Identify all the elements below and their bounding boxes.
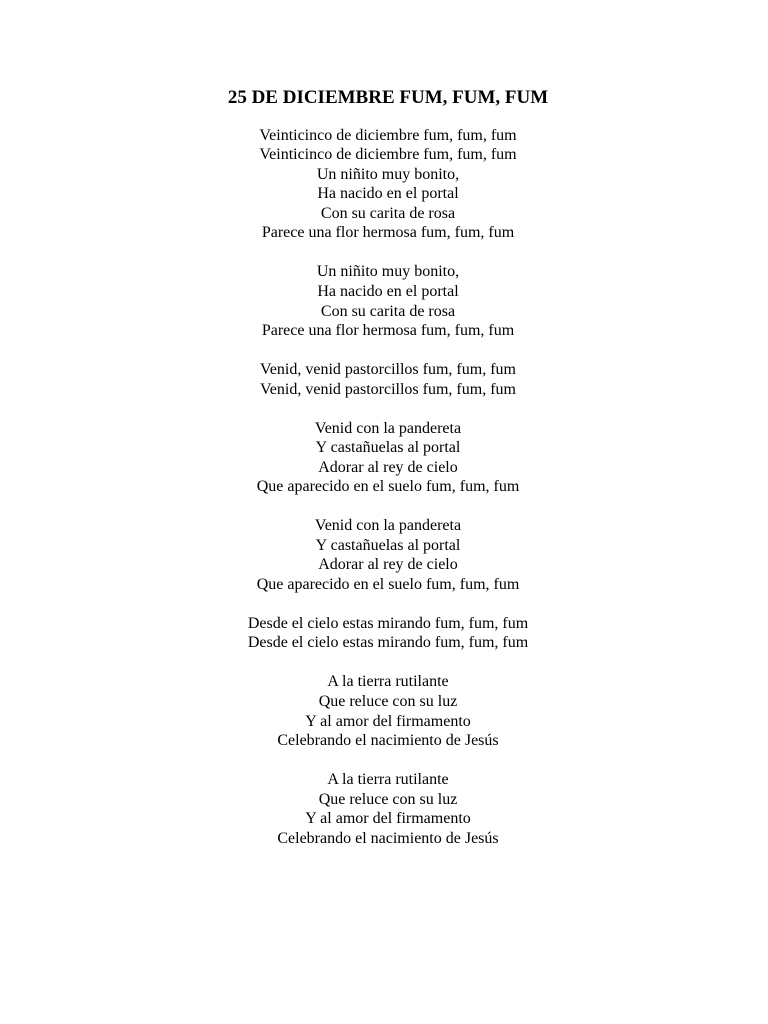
lyric-line: Venid, venid pastorcillos fum, fum, fum (260, 361, 516, 379)
stanza (0, 126, 768, 244)
lyric-line: Que reluce con su luz (318, 692, 458, 710)
lyric-line: Adorar al rey de cielo (318, 458, 458, 476)
stanza (0, 516, 768, 594)
lyric-line: Con su carita de rosa (320, 302, 456, 320)
lyric-line: Celebrando el nacimiento de Jesús (277, 732, 499, 750)
stanza (0, 262, 768, 340)
lyric-line: Un niñito muy bonito, (316, 263, 460, 281)
lyric-line: Parece una flor hermosa fum, fum, fum (261, 224, 515, 242)
lyric-line: Veinticinco de diciembre fum, fum, fum (259, 146, 517, 164)
stanza (0, 614, 768, 653)
stanza (0, 360, 768, 399)
lyric-line: Un niñito muy bonito, (316, 165, 460, 183)
lyric-line: Venid, venid pastorcillos fum, fum, fum (260, 380, 516, 398)
lyric-line: Desde el cielo estas mirando fum, fum, fum (247, 614, 529, 632)
lyric-line: A la tierra rutilante (327, 673, 449, 691)
lyric-line: Y castañuelas al portal (315, 439, 461, 457)
lyric-line: Que aparecido en el suelo fum, fum, fum (256, 478, 520, 496)
lyric-line: Y castañuelas al portal (315, 536, 461, 554)
lyric-line: Adorar al rey de cielo (318, 556, 458, 574)
stanza (0, 419, 768, 497)
lyric-line: Desde el cielo estas mirando fum, fum, fum (247, 634, 529, 652)
lyric-line: Venid con la pandereta (314, 517, 462, 535)
lyric-line: Ha nacido en el portal (317, 282, 459, 300)
lyric-line: Que reluce con su luz (318, 790, 458, 808)
lyric-line: Y al amor del firmamento (305, 712, 471, 730)
song-title: 25 DE DICIEMBRE FUM, FUM, FUM (227, 87, 549, 108)
lyrics (0, 126, 768, 868)
lyric-line: Veinticinco de diciembre fum, fum, fum (259, 126, 517, 144)
stanza (0, 770, 768, 848)
lyric-line: Con su carita de rosa (320, 204, 456, 222)
lyric-line: A la tierra rutilante (327, 771, 449, 789)
lyric-line: Venid con la pandereta (314, 419, 462, 437)
lyric-line: Celebrando el nacimiento de Jesús (277, 829, 499, 847)
lyric-line: Parece una flor hermosa fum, fum, fum (261, 322, 515, 340)
lyric-line: Y al amor del firmamento (305, 810, 471, 828)
stanza (0, 672, 768, 750)
lyric-line: Que aparecido en el suelo fum, fum, fum (256, 575, 520, 593)
lyric-line: Ha nacido en el portal (317, 185, 459, 203)
